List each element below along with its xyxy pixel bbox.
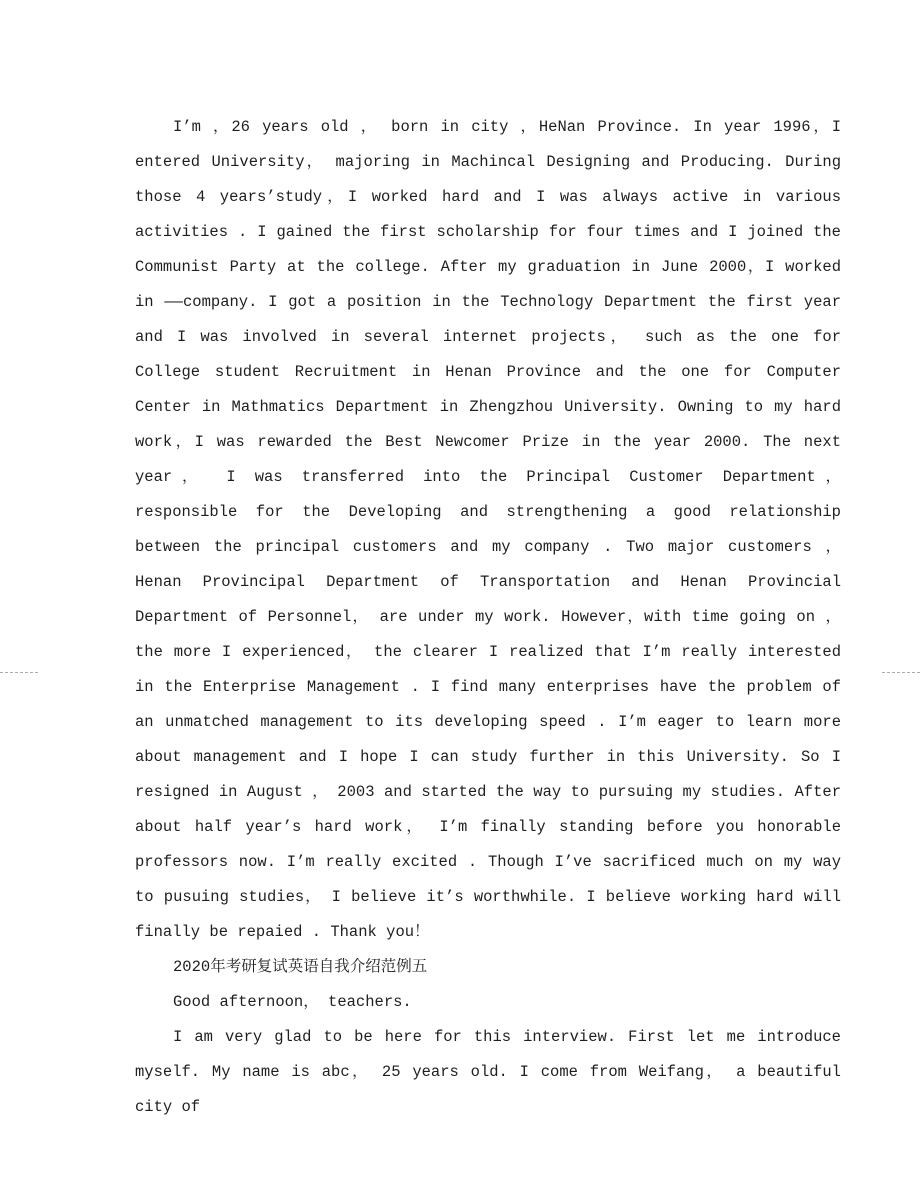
- fold-mark-right: [882, 672, 920, 673]
- fold-mark-left: [0, 672, 38, 673]
- paragraph-introduction-start: I am very glad to be here for this interview. First let me introduce myself. My name is abc， 25 years old. I come from Weifang， a beautiful city of: [135, 1028, 841, 1116]
- paragraph-greeting: Good afternoon， teachers.: [173, 993, 412, 1011]
- paragraph-self-introduction: I’m ，26 years old ， born in city ，HeNan Province. In year 1996，I entered University， majoring in Machincal Designing and Producing. During those 4 years’study，I worked hard and I was always active in various activities . I gained the first scholarship for four times and I joined the Communist Party at the college. After my graduation in June 2000，I worked in ——company. I got a position in the Technology Department the first year and I was involved in several internet projects， such as the one for College student Recruitment in Henan Province and the one for Computer Center in Mathmatics Department in Zhengzhou University. Owning to my hard work，I was rewarded the Best Newcomer Prize in the year 2000. The next year， I was transferred into the Principal Customer Department， responsible for the Developing and strengthening a good relationship between the principal customers and my company . Two major customers ， Henan Provincipal Department of Transportation and Henan Provincial Department of Personnel， are under my work. However，with time going on ，the more I experienced， the clearer I realized that I’m really interested in the Enterprise Management . I find many enterprises have the problem of an unmatched management to its developing speed . I’m eager to learn more about management and I hope I can study further in this University. So I resigned in August ， 2003 and started the way to pursuing my studies. After about half year’s hard work， I’m finally standing before you honorable professors now. I’m really excited . Though I’ve sacrificed much on my way to pusuing studies， I believe it’s worthwhile. I believe working hard will finally be repaied . Thank you！: [135, 118, 841, 941]
- paragraph-section-heading: 2020年考研复试英语自我介绍范例五: [173, 958, 428, 976]
- document-body: [135, 110, 841, 1125]
